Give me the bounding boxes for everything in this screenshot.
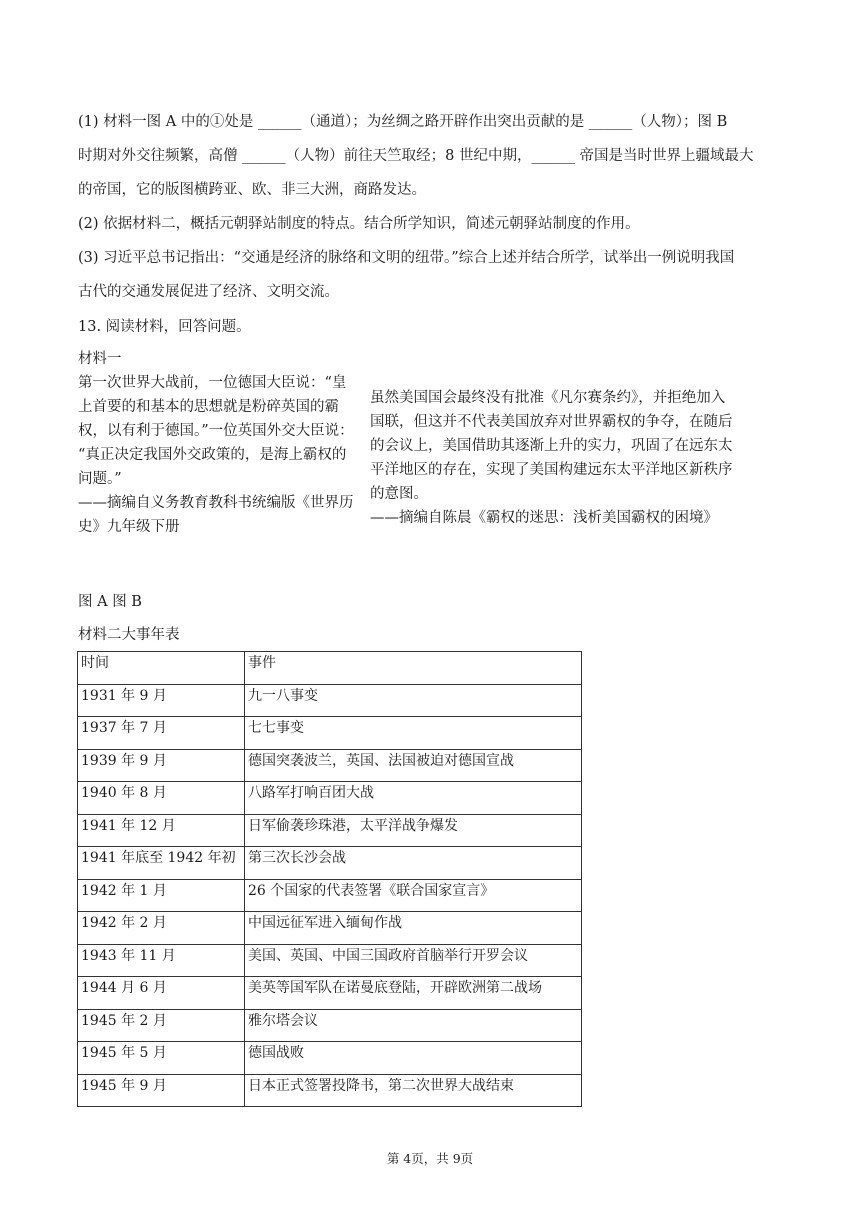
table-cell-event: 德国突袭波兰，英国、法国被迫对德国宣战	[245, 749, 582, 782]
table-row	[78, 847, 582, 880]
material-1-right-line: 虽然美国国会最终没有批准《凡尔赛条约》，并拒绝加入	[370, 390, 726, 406]
table-cell-event: 26 个国家的代表签署《联合国家宣言》	[245, 879, 582, 912]
table-cell-time: 1942 年 2 月	[78, 912, 245, 945]
material-1-left-line: 史》九年级下册	[78, 519, 180, 535]
material-1-right-line: 的会议上，美国借助其逐渐上升的实力，巩固了在远东太	[370, 438, 733, 454]
table-cell-time: 1944 月 6 月	[78, 977, 245, 1010]
table-row	[78, 944, 582, 977]
table-row	[78, 912, 582, 945]
table-cell-event: 雅尔塔会议	[245, 1009, 582, 1042]
question-1-line: 时期对外交往频繁，高僧 ______（人物）前往天竺取经；8 世纪中期，______ 帝国是当时世界上疆域最大	[78, 148, 754, 164]
material-1-right-line: 的意图。	[370, 486, 428, 502]
table-cell-event: 美英等国军队在诺曼底登陆，开辟欧洲第二战场	[245, 977, 582, 1010]
question-1	[78, 105, 782, 207]
material-1-left-line: 第一次世界大战前，一位德国大臣说：“皇	[78, 375, 347, 391]
question-2	[78, 207, 782, 241]
table-cell-event: 七七事变	[245, 717, 582, 750]
table-row	[78, 782, 582, 815]
table-header-cell: 时间	[78, 652, 245, 685]
table-row	[78, 879, 582, 912]
material-1-left-line: 权，以有利于德国。”一位英国外交大臣说：	[78, 423, 354, 439]
material-1-right-line: ——摘编自陈晨《霸权的迷思：浅析美国霸权的困境》	[370, 510, 718, 526]
question-1-line: (1) 材料一图 A 中的①处是 ______（通道）；为丝绸之路开辟作出突出贡献的是 ______（人物）；图 B	[78, 114, 728, 130]
table-cell-time: 1945 年 9 月	[78, 1074, 245, 1107]
table-cell-event: 第三次长沙会战	[245, 847, 582, 880]
table-header-cell: 事件	[245, 652, 582, 685]
table-cell-event: 日军偷袭珍珠港，太平洋战争爆发	[245, 814, 582, 847]
events-timeline-table	[77, 651, 582, 1107]
question-3-line: (3) 习近平总书记指出：“交通是经济的脉络和文明的纽带。”综合上述并结合所学，试举出一例说明我国	[78, 250, 735, 266]
table-cell-event: 中国远征军进入缅甸作战	[245, 912, 582, 945]
table-cell-event: 美国、英国、中国三国政府首脑举行开罗会议	[245, 944, 582, 977]
material-1-left-line: 问题。”	[78, 471, 122, 487]
table-row	[78, 977, 582, 1010]
question-3	[78, 241, 782, 309]
table-cell-event: 德国战败	[245, 1042, 582, 1075]
figure-labels: 图 A 图 B	[78, 594, 142, 610]
table-cell-time: 1945 年 5 月	[78, 1042, 245, 1075]
table-cell-time: 1941 年底至 1942 年初	[78, 847, 245, 880]
table-cell-event: 九一八事变	[245, 684, 582, 717]
material-1-right-column	[370, 386, 760, 530]
table-cell-event: 八路军打响百团大战	[245, 782, 582, 815]
material-1-left-line: ——摘编自义务教育教科书统编版《世界历	[78, 495, 354, 511]
material-2-title: 材料二大事年表	[78, 627, 180, 643]
table-row	[78, 1009, 582, 1042]
material-1-right-line: 平洋地区的存在，实现了美国构建远东太平洋地区新秩序	[370, 462, 733, 478]
question-3-line: 古代的交通发展促进了经济、文明交流。	[78, 284, 339, 300]
material-1-left-line: 上首要的和基本的思想就是粉碎英国的霸	[78, 399, 339, 415]
question-2-text: (2) 依据材料二，概括元朝驿站制度的特点。结合所学知识，简述元朝驿站制度的作用。	[78, 216, 640, 232]
material-1-right-line: 国联，但这并不代表美国放弃对世界霸权的争夺，在随后	[370, 414, 733, 430]
table-row	[78, 684, 582, 717]
table-cell-time: 1931 年 9 月	[78, 684, 245, 717]
question-1-line: 的帝国，它的版图横跨亚、欧、非三大洲，商路发达。	[78, 182, 426, 198]
table-row	[78, 814, 582, 847]
table-row	[78, 1042, 582, 1075]
table-row	[78, 749, 582, 782]
table-header-row	[78, 652, 582, 685]
table-cell-time: 1937 年 7 月	[78, 717, 245, 750]
table-cell-time: 1939 年 9 月	[78, 749, 245, 782]
table-cell-time: 1941 年 12 月	[78, 814, 245, 847]
table-row	[78, 1074, 582, 1107]
table-cell-time: 1943 年 11 月	[78, 944, 245, 977]
material-1-left-line: “真正决定我国外交政策的，是海上霸权的	[78, 447, 347, 463]
table-cell-time: 1940 年 8 月	[78, 782, 245, 815]
material-1-label: 材料一	[78, 351, 122, 367]
question-13-heading: 13. 阅读材料，回答问题。	[78, 319, 251, 335]
table-row	[78, 717, 582, 750]
material-1-left-column	[78, 371, 370, 539]
table-cell-time: 1942 年 1 月	[78, 879, 245, 912]
table-cell-time: 1945 年 2 月	[78, 1009, 245, 1042]
page-footer: 第 4页，共 9页	[386, 1151, 474, 1166]
table-cell-event: 日本正式签署投降书，第二次世界大战结束	[245, 1074, 582, 1107]
